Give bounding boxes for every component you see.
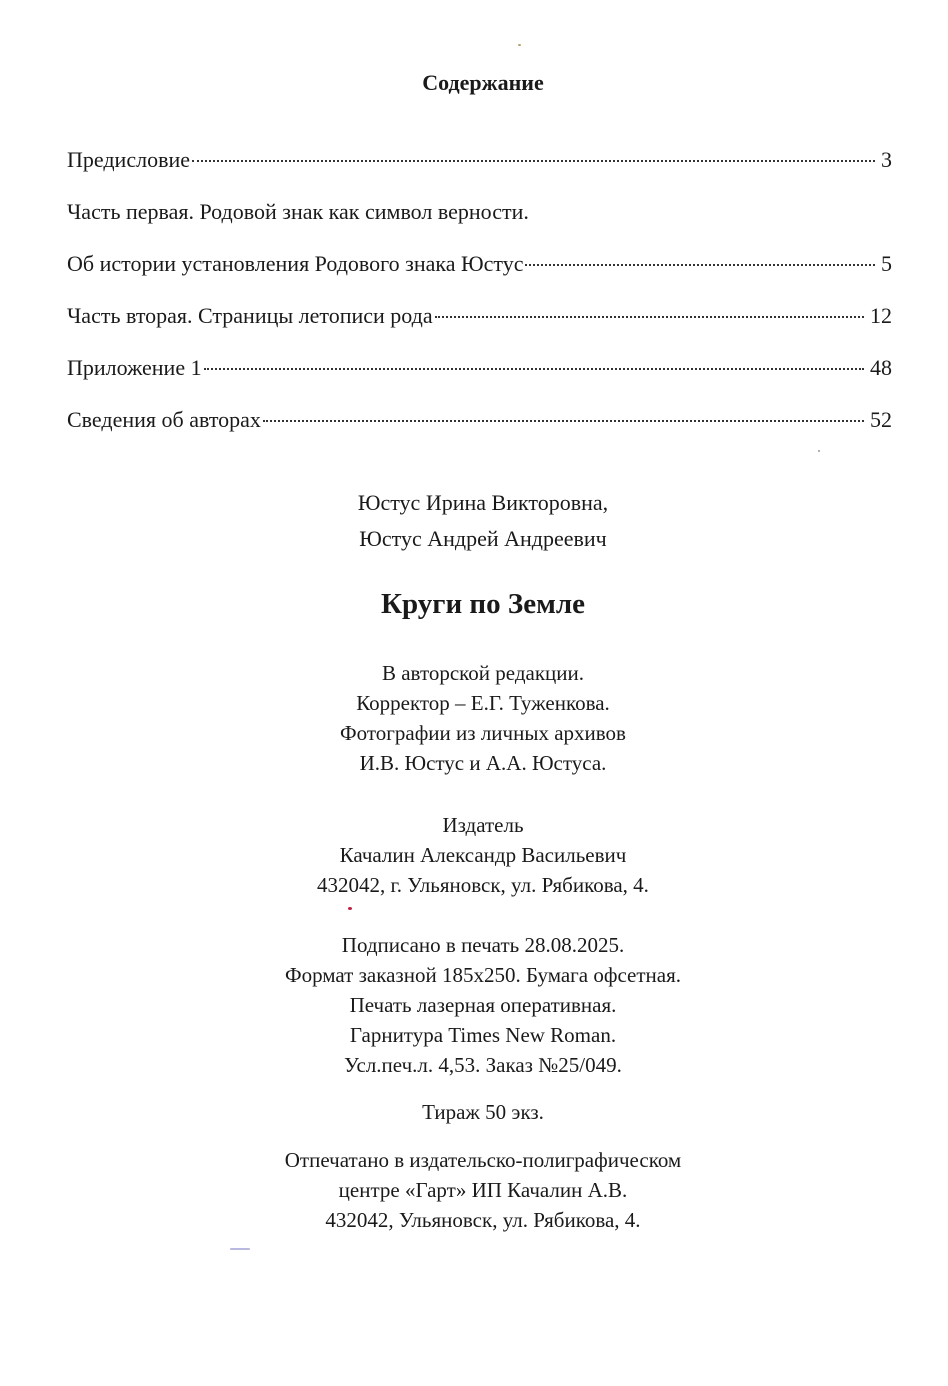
toc-entry [67,197,892,249]
printing-line: Подписано в печать 28.08.2025. [341,933,625,957]
printing-line: Гарнитура Times New Roman. [349,1023,617,1047]
authors-block [0,485,948,557]
printer-line: центре «Гарт» ИП Качалин А.В. [338,1178,628,1202]
scan-speck [230,1248,250,1250]
toc-leader-dots [204,368,864,370]
author-line: Юстус Ирина Викторовна, [357,490,609,515]
toc-leader-dots [435,316,864,318]
credits-line: Фотографии из личных архивов [340,721,626,745]
printing-details-block [0,930,948,1080]
toc-entry [67,301,892,353]
toc-entry-page: 5 [881,251,892,276]
toc-leader-dots [525,264,875,266]
table-of-contents [67,145,892,457]
print-run-line: Тираж 50 экз. [422,1100,544,1124]
printer-line: 432042, Ульяновск, ул. Рябикова, 4. [325,1208,641,1232]
book-title: Круги по Земле [381,588,585,620]
toc-entry-page: 52 [870,407,892,432]
printer-line: Отпечатано в издательско-полиграфическом [284,1148,682,1172]
toc-entry-page: 48 [870,355,892,380]
toc-leader-dots [192,160,875,162]
toc-heading: Содержание [422,70,544,95]
toc-entry-page: 3 [881,147,892,172]
toc-entry [67,145,892,197]
publisher-line: Качалин Александр Васильевич [339,843,627,867]
toc-leader-dots [263,420,864,422]
scan-speck [818,450,820,452]
toc-entry-page: 12 [870,303,892,328]
credits-line: В авторской редакции. [381,661,585,685]
printing-line: Усл.печ.л. 4,53. Заказ №25/049. [344,1053,622,1077]
toc-entry [67,405,892,457]
printer-block [0,1145,948,1235]
print-run [0,1097,948,1127]
toc-entry-title: Предисловие [67,147,190,172]
publisher-block [0,810,948,900]
credits-line: Корректор – Е.Г. Туженкова. [356,691,610,715]
toc-entry [67,353,892,405]
toc-entry-title: Часть первая. Родовой знак как символ верности. [67,199,529,224]
toc-entry-title: Сведения об авторах [67,407,261,432]
credits-line: И.В. Юстус и А.А. Юстуса. [359,751,607,775]
toc-entry-title: Приложение 1 [67,355,202,380]
toc-entry-title: Часть вторая. Страницы летописи рода [67,303,433,328]
toc-entry-title: Об истории установления Родового знака Юстус [67,251,524,276]
scan-speck [348,907,352,910]
scan-speck [518,44,521,46]
printing-line: Формат заказной 185х250. Бумага офсетная. [284,963,682,987]
credits-block [0,658,948,778]
toc-entry [67,249,892,301]
publisher-line: 432042, г. Ульяновск, ул. Рябикова, 4. [317,873,649,897]
printing-line: Печать лазерная оперативная. [349,993,617,1017]
author-line: Юстус Андрей Андреевич [359,526,607,551]
publisher-line: Издатель [442,813,524,837]
